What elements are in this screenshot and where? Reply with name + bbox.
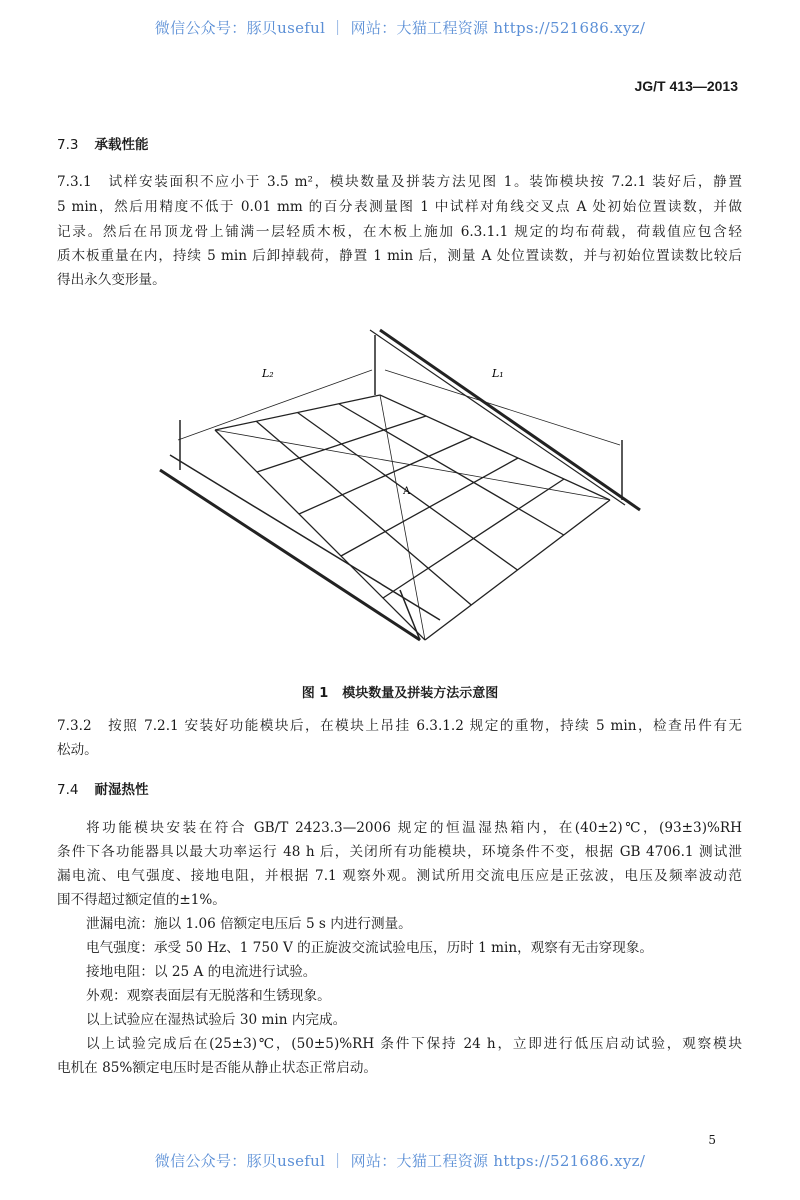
paragraph-line: 质木板重量在内，持续 5 min 后卸掉载荷，静置 1 min 后，测量 A 处位置读数，并与初始位置读数比较后 xyxy=(57,248,742,264)
page-number: 5 xyxy=(708,1133,716,1147)
grid-line xyxy=(215,395,380,430)
grid-line xyxy=(299,437,472,514)
list-item: 电气强度：承受 50 Hz、1 750 V 的正旋波交流试验电压，历时 1 min，观察有无击穿现象。 xyxy=(86,940,654,956)
list-item: 外观：观察表面层有无脱落和生锈现象。 xyxy=(86,988,331,1004)
figure-1-diagram xyxy=(0,310,800,670)
section-number: 7.4 xyxy=(57,782,79,798)
section-7-4-heading xyxy=(57,778,148,798)
paragraph-line: 得出永久变形量。 xyxy=(57,272,166,288)
paragraph-line: 围不得超过额定值的±1%。 xyxy=(57,892,226,908)
label-l2: L₂ xyxy=(262,367,274,380)
main-rail xyxy=(380,330,640,510)
list-item: 泄漏电流：施以 1.06 倍额定电压后 5 s 内进行测量。 xyxy=(86,916,412,932)
paragraph-line: 7.3.1 试样安装面积不应小于 3.5 m²，模块数量及拼装方法见图 1。装饰模块按 7.2.1 装好后，静置 xyxy=(57,174,742,190)
section-title: 承载性能 xyxy=(94,137,149,153)
grid-line xyxy=(425,500,610,640)
list-item: 以上试验应在湿热试验后 30 min 内完成。 xyxy=(86,1012,347,1028)
dimension-line-l2 xyxy=(178,370,372,440)
figure-caption xyxy=(0,682,800,701)
paragraph-line: 松动。 xyxy=(57,742,98,758)
paragraph-line: 将功能模块安装在符合 GB/T 2423.3—2006 规定的恒温湿热箱内，在(40±2)℃，(93±3)%RH xyxy=(86,820,742,836)
section-number: 7.3 xyxy=(57,137,79,153)
paragraph-line: 7.3.2 按照 7.2.1 安装好功能模块后，在模块上吊挂 6.3.1.2 规定的重物，持续 5 min，检查吊件有无 xyxy=(57,718,742,734)
figure-number: 图 1 xyxy=(301,686,329,701)
paragraph-line: 漏电流、电气强度、接地电阻，并根据 7.1 观察外观。测试所用交流电压应是正弦波，电压及频率波动范 xyxy=(57,868,742,884)
section-title: 耐湿热性 xyxy=(94,782,149,798)
diagonal-line xyxy=(380,395,425,640)
standard-number: JG/T 413—2013 xyxy=(634,78,738,94)
main-rail xyxy=(160,470,420,640)
main-rail xyxy=(370,330,625,505)
main-rail xyxy=(170,455,440,620)
label-point-a: A xyxy=(403,486,411,497)
figure-title: 模块数量及拼装方法示意图 xyxy=(342,686,499,701)
dimension-line-l1 xyxy=(385,370,620,445)
section-7-3-heading xyxy=(57,133,148,153)
watermark-bottom: 微信公众号：豚贝useful ｜ 网站：大猫工程资源 https://521686.xyz/ xyxy=(154,1152,646,1170)
watermark-top: 微信公众号：豚贝useful ｜ 网站：大猫工程资源 https://521686.xyz/ xyxy=(154,19,646,37)
paragraph-line: 条件下各功能器具以最大功率运行 48 h 后，关闭所有功能模块，环境条件不变，根据 GB 4706.1 测试泄 xyxy=(57,844,742,860)
paragraph-line: 电机在 85%额定电压时是否能从静止状态正常启动。 xyxy=(57,1060,378,1076)
grid-line xyxy=(339,404,564,535)
label-l1: L₁ xyxy=(492,367,504,380)
grid-line xyxy=(341,458,518,556)
paragraph-line: 以上试验完成后在(25±3)℃，(50±5)%RH 条件下保持 24 h，立即进行低压启动试验，观察模块 xyxy=(86,1036,742,1052)
paragraph-line: 5 min，然后用精度不低于 0.01 mm 的百分表测量图 1 中试样对角线交叉点 A 处初始位置读数，并做 xyxy=(57,199,742,215)
paragraph-line: 记录。然后在吊顶龙骨上铺满一层轻质木板，在木板上施加 6.3.1.1 规定的均布荷载，荷载值应包含轻 xyxy=(57,224,742,240)
list-item: 接地电阻：以 25 A 的电流进行试验。 xyxy=(86,964,317,980)
